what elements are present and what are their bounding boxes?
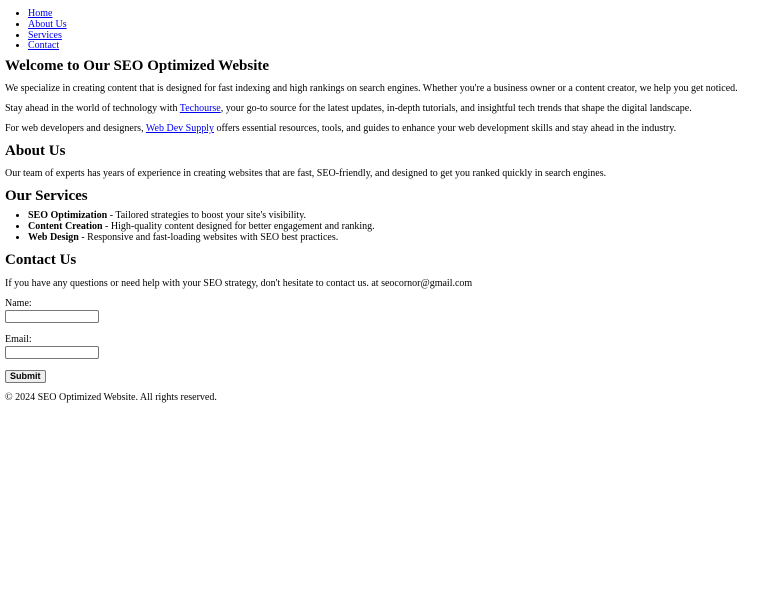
dev-paragraph (5, 123, 755, 134)
main-nav (5, 8, 755, 51)
about-heading: About Us (5, 143, 66, 160)
services-list (5, 210, 755, 242)
about-paragraph: Our team of experts has years of experience in creating websites that are fast, SEO-friendly, and designed to get you ranked quickly in search engines. (5, 168, 607, 180)
footer (5, 392, 755, 403)
hero-section (5, 58, 755, 134)
email-label: Email: (5, 333, 32, 345)
services-section (5, 188, 755, 242)
nav-item-home (28, 8, 755, 19)
service-desc: - High-quality content designed for better engagement and ranking. (102, 220, 375, 232)
name-label: Name: (5, 297, 32, 309)
nav-item-about (28, 19, 755, 30)
contact-form (5, 298, 755, 383)
nav-link-contact[interactable]: Contact (28, 40, 60, 52)
page-title: Welcome to Our SEO Optimized Website (5, 58, 270, 75)
nav-item-services (28, 30, 755, 41)
dev-text-before: For web developers and designers, (5, 123, 146, 135)
service-desc: - Tailored strategies to boost your site's visibility. (107, 210, 307, 222)
service-name: Content Creation (28, 220, 103, 232)
name-field[interactable] (5, 310, 99, 323)
techourse-link[interactable]: Techourse (179, 103, 221, 115)
service-name: Web Design (28, 231, 79, 243)
service-item-content (28, 221, 755, 232)
about-section (5, 143, 755, 179)
nav-item-contact (28, 40, 755, 51)
submit-button[interactable]: Submit (5, 370, 46, 383)
nav-link-services[interactable]: Services (28, 29, 62, 41)
nav-link-about[interactable]: About Us (28, 18, 67, 30)
service-desc: - Responsive and fast-loading websites with SEO best practices. (78, 231, 339, 243)
contact-heading: Contact Us (5, 251, 77, 268)
tech-text-before: Stay ahead in the world of technology with (5, 103, 180, 115)
contact-paragraph: If you have any questions or need help with your SEO strategy, don't hesitate to contact us. at seocornor@gmail.com (5, 277, 473, 289)
web-dev-supply-link[interactable]: Web Dev Supply (145, 123, 214, 135)
tech-paragraph (5, 103, 755, 114)
nav-list (5, 8, 755, 51)
nav-link-home[interactable]: Home (28, 8, 53, 19)
service-item-seo (28, 210, 755, 221)
contact-section (5, 252, 755, 383)
service-name: SEO Optimization (28, 210, 108, 222)
tech-text-after: , your go-to source for the latest updates, in-depth tutorials, and insightful tech trends that shape the digital landscape. (220, 103, 692, 115)
dev-text-after: offers essential resources, tools, and guides to enhance your web development skills and stay ahead in the industry. (213, 123, 677, 135)
footer-copyright: © 2024 SEO Optimized Website. All rights reserved. (5, 391, 217, 403)
services-heading: Our Services (5, 188, 88, 205)
intro-paragraph: We specialize in creating content that is designed for fast indexing and high rankings on search engines. Whether you're a business owner or a content creator, we help you get noticed. (5, 83, 738, 95)
service-item-design (28, 232, 755, 243)
email-field[interactable] (5, 346, 99, 359)
